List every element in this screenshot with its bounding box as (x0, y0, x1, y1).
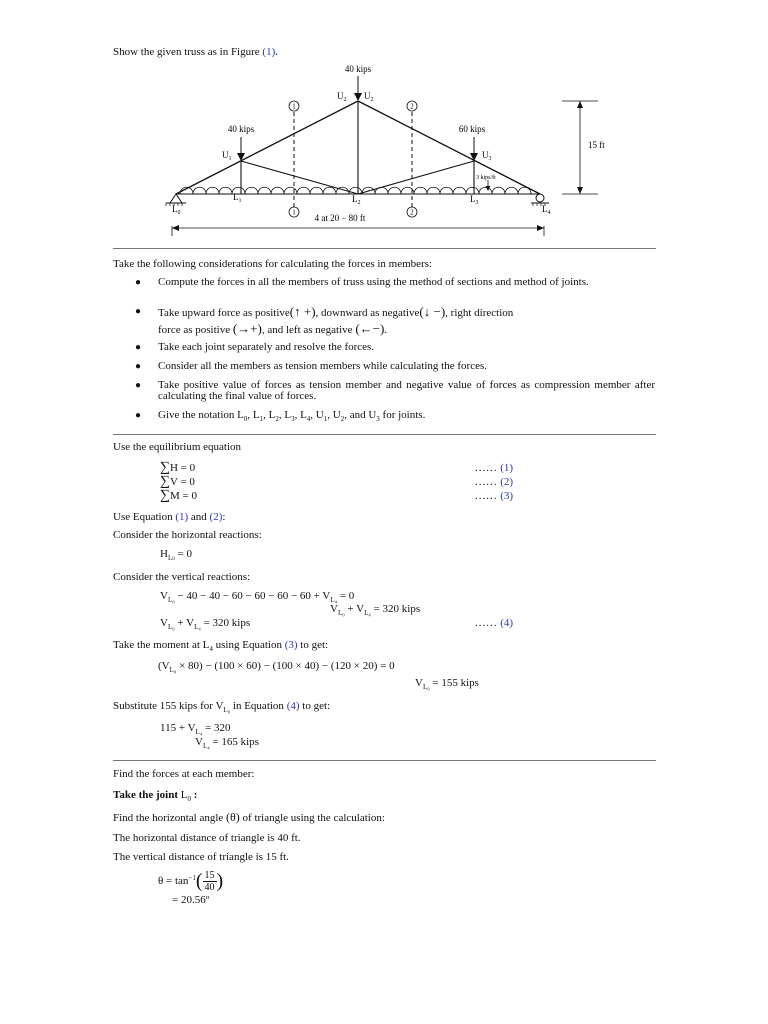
bullet-marker: ● (135, 277, 142, 288)
bullet-marker: ● (135, 380, 142, 391)
bullet-marker: ● (135, 306, 142, 317)
joint-label-u3: $U_3$ (482, 150, 492, 162)
bullet-tension-members: Consider all the members as tension members while calculating the forces. (158, 360, 487, 372)
truss-figure (160, 58, 620, 238)
udl-loop (440, 187, 453, 194)
udl-loop (219, 187, 232, 194)
roller-support (536, 194, 544, 202)
intro-line: Show the given truss as in Figure (1). (113, 46, 278, 58)
equation-theta-result: = 20.56º (172, 894, 210, 906)
udl-loop (206, 187, 219, 194)
height-label: 15 ft (588, 140, 605, 150)
joint-label-l1: $L_1$ (233, 192, 242, 204)
equation-vertical-total: $V_{L_0} + V_{L_4} = 320$ kips (330, 603, 421, 617)
top-chord-left (176, 101, 358, 194)
equation-moment: $(V_{L_0} \times 80) - (100 \times 60) - (100 \times 40) - (120 \times 20) = 0$ (158, 660, 395, 674)
equation-vl4-result: $V_{L_4} = 165$ kips (195, 736, 259, 750)
equation-sum-m: ∑M = 0 (160, 488, 197, 503)
joint-label-l2: $L_2$ (352, 194, 361, 206)
udl-loop (271, 187, 284, 194)
use-equations-line: Use Equation (1) and (2): (113, 511, 226, 523)
equation-vl0-result: $V_{L_0} = 155$ kips (415, 677, 479, 691)
span-label: 4 at 20 − 80 ft (314, 213, 366, 223)
intro-text: Show the given truss as in Figure (113, 46, 263, 58)
bullet-marker: ● (135, 410, 142, 421)
equation-vertical-sum: $V_{L_0} - 40 - 40 - 60 - 60 - 60 - 60 + V_{L_4} = 0$ (160, 590, 355, 604)
bullet-marker: ● (135, 342, 142, 353)
bullet-sign-convention: Take upward force as positive(↑ +), downward as negative(↓ −), right direction force as positive (→+), and left as negative (←−). (158, 304, 514, 336)
svg-text:1: 1 (292, 208, 296, 217)
moment-line: Take the moment at $L_4$ using Equation (3) to get: (113, 639, 329, 653)
pin-support (170, 194, 182, 203)
joint-label-l0: $L_0$ (172, 204, 181, 216)
joint-label-u1: $U_1$ (222, 150, 232, 162)
udl-loop (310, 187, 323, 194)
udl-loop (284, 187, 297, 194)
joint-l0-heading: Take the joint $L_0$ : (113, 789, 198, 803)
equation-ref-4: ...... (4) (475, 617, 514, 629)
equation-ref-2: ...... (2) (475, 476, 514, 488)
udl-loop (245, 187, 258, 194)
udl-loop (492, 187, 505, 194)
equation-theta: $\theta = \tan^{-1}$( $\frac{15}{40}$ ) (158, 870, 224, 893)
udl-loop (258, 187, 271, 194)
udl-label: 3 kips/ft (476, 175, 496, 181)
equation-horizontal-reaction: $H_{L0} = 0$ (160, 548, 192, 562)
vertical-reactions-heading: Consider the vertical reactions: (113, 571, 251, 583)
horizontal-reactions-heading: Consider the horizontal reactions: (113, 529, 262, 541)
equation-ref-1: ...... (1) (475, 462, 514, 474)
joint-label-l4: $L_4$ (542, 204, 551, 216)
svg-text:1: 1 (292, 102, 296, 111)
divider-3 (113, 760, 656, 761)
joint-label-u2-left: $U_2$ (337, 91, 347, 103)
udl-loop (466, 187, 479, 194)
udl-loop (453, 187, 466, 194)
load-label-top: 40 kips (344, 64, 372, 74)
svg-text:2: 2 (410, 208, 414, 217)
udl-loop (427, 187, 440, 194)
udl-loop (388, 187, 401, 194)
svg-text:2: 2 (410, 102, 414, 111)
joint-label-u2-right: $U_2$ (364, 91, 374, 103)
load-label-right: 60 kips (458, 124, 486, 134)
members-heading: Find the forces at each member: (113, 768, 255, 780)
bullet-notation: Give the notation $L_0$, $L_1$, $L_2$, $L_3$, $L_4$, $U_1$, $U_2$, and $U_3$ for joints. (158, 409, 426, 423)
equation-sum-v: ∑V = 0 (160, 474, 195, 489)
udl-loop (479, 187, 492, 194)
udl-loop (297, 187, 310, 194)
considerations-heading: Take the following considerations for calculating the forces in members: (113, 258, 433, 270)
figure-ref-link[interactable]: (1) (262, 46, 276, 58)
substitute-line: Substitute 155 kips for $V_{L_0}$ in Equation (4) to get: (113, 700, 331, 714)
equation-ref-3: ...... (3) (475, 490, 514, 502)
equation-4: $V_{L_0} + V_{L_4} = 320$ kips (160, 617, 251, 631)
bullet-methods: Compute the forces in all the members of truss using the method of sections and method of joints. (158, 276, 589, 288)
equation-substitute: $115 + V_{L_4} = 320$ (160, 722, 231, 736)
top-chord-right (358, 101, 540, 194)
load-label-left: 40 kips (227, 124, 255, 134)
equation-sum-h: ∑H = 0 (160, 460, 196, 475)
udl-loop (505, 187, 518, 194)
divider-1 (113, 248, 656, 249)
equilibrium-heading: Use the equilibrium equation (113, 441, 241, 453)
divider-2 (113, 434, 656, 435)
bullet-marker: ● (135, 361, 142, 372)
vertical-distance: The vertical distance of triangle is 15 ft. (113, 851, 289, 863)
udl-loop (323, 187, 336, 194)
udl-loop (193, 187, 206, 194)
bullet-sign-of-forces: Take positive value of forces as tension member and negative value of forces as compression member after calculating the final value of forces. (158, 379, 655, 402)
udl-loop (414, 187, 427, 194)
horizontal-distance: The horizontal distance of triangle is 40 ft. (113, 832, 301, 844)
angle-line: Find the horizontal angle (θ) of triangle using the calculation: (113, 810, 385, 824)
joint-label-l3: $L_3$ (470, 194, 479, 206)
bullet-each-joint: Take each joint separately and resolve the forces. (158, 341, 375, 353)
